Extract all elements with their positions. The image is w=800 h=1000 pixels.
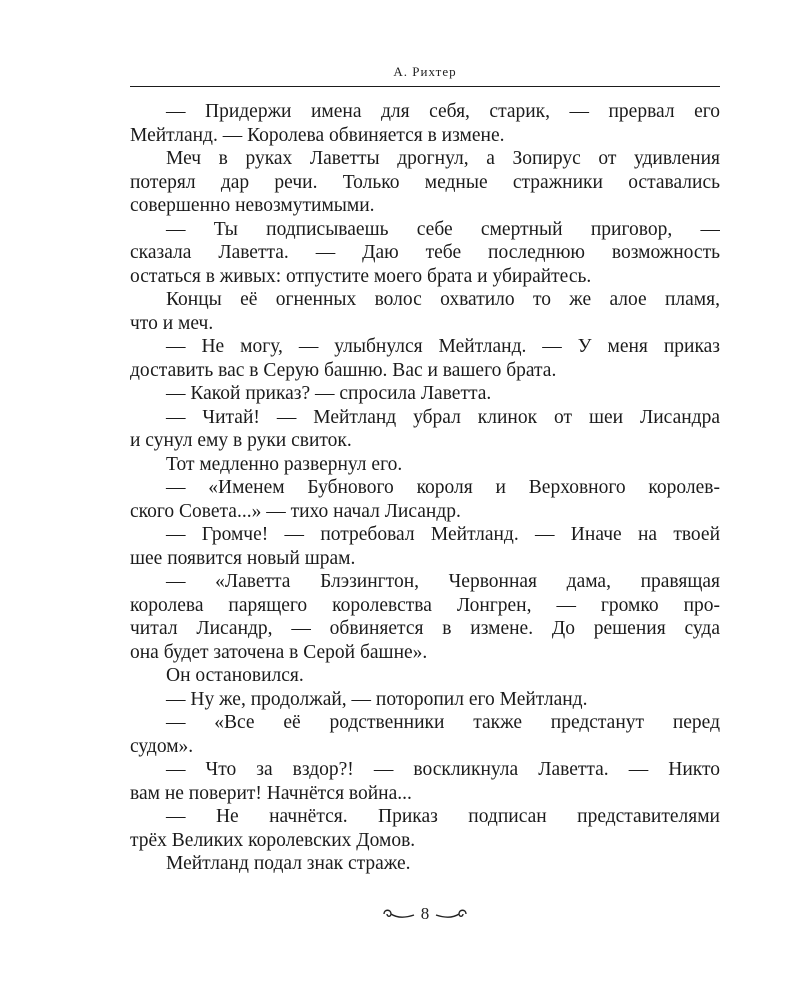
text-line: — Не начнётся. Приказ подписан представителями: [166, 806, 720, 827]
swirl-ornament-left-icon: [381, 906, 415, 922]
text-line: судом».: [130, 735, 194, 757]
text-line: Меч в руках Лаветты дрогнул, а Зопирус от удивления: [166, 148, 720, 169]
text-line: — Какой приказ? — спросила Лаветта.: [166, 383, 492, 404]
text-line: остаться в живых: отпустите моего брата и убирайтесь.: [130, 265, 592, 287]
text-line: Мейтланд. — Королева обвиняется в измене.: [130, 124, 505, 146]
text-line: что и меч.: [130, 312, 214, 334]
text-line: трёх Великих королевских Домов.: [130, 829, 416, 851]
text-line: — Придержи имена для себя, старик, — прервал его: [166, 101, 720, 122]
text-line: — Ты подписываешь себе смертный приговор, —: [166, 218, 720, 240]
text-line: — «Именем Бубнового короля и Верховного королев-: [166, 477, 720, 498]
text-line: и сунул ему в руки свиток.: [130, 430, 352, 451]
text-line: королева парящего королевства Лонгрен, — громко про-: [130, 594, 720, 616]
text-line: Мейтланд подал знак страже.: [166, 853, 411, 874]
text-line: Он остановился.: [166, 665, 304, 686]
text-line: совершенно невозмутимыми.: [130, 195, 375, 216]
text-line: — Что за вздор?! — воскликнула Лаветта. — Никто: [166, 759, 720, 780]
text-line: — «Все её родственники также предстанут перед: [166, 712, 720, 733]
text-line: читал Лисандр, — обвиняется в измене. До решения суда: [130, 618, 720, 639]
text-line: она будет заточена в Серой башне».: [130, 641, 428, 663]
text-line: шее появится новый шрам.: [130, 547, 356, 569]
text-line: — Читай! — Мейтланд убрал клинок от шеи Лисандра: [166, 406, 720, 428]
text-line: — Не могу, — улыбнулся Мейтланд. — У меня приказ: [166, 336, 720, 357]
running-head-author: А. Рихтер: [393, 64, 457, 79]
text-line: сказала Лаветта. — Даю тебе последнюю возможность: [130, 242, 720, 263]
text-line: — Ну же, продолжай, — поторопил его Мейтланд.: [166, 688, 588, 710]
header-rule: [130, 86, 720, 87]
text-line: — Громче! — потребовал Мейтланд. — Иначе на твоей: [166, 524, 720, 545]
text-line: — «Лаветта Блэзингтон, Червонная дама, правящая: [166, 571, 720, 592]
text-line: вам не поверит! Начнётся война...: [130, 782, 412, 804]
text-line: Тот медленно развернул его.: [166, 453, 403, 475]
text-line: потерял дар речи. Только медные стражники оставались: [130, 171, 720, 193]
page-number: 8: [420, 904, 430, 924]
text-line: Концы её огненных волос охватило то же алое пламя,: [166, 289, 720, 310]
text-line: ского Совета...» — тихо начал Лисандр.: [130, 500, 461, 522]
text-line: доставить вас в Серую башню. Вас и вашего брата.: [130, 359, 557, 381]
book-page: [130, 0, 720, 1000]
page-folio: [130, 903, 720, 924]
body-text: [130, 100, 720, 876]
swirl-ornament-right-icon: [435, 906, 469, 922]
